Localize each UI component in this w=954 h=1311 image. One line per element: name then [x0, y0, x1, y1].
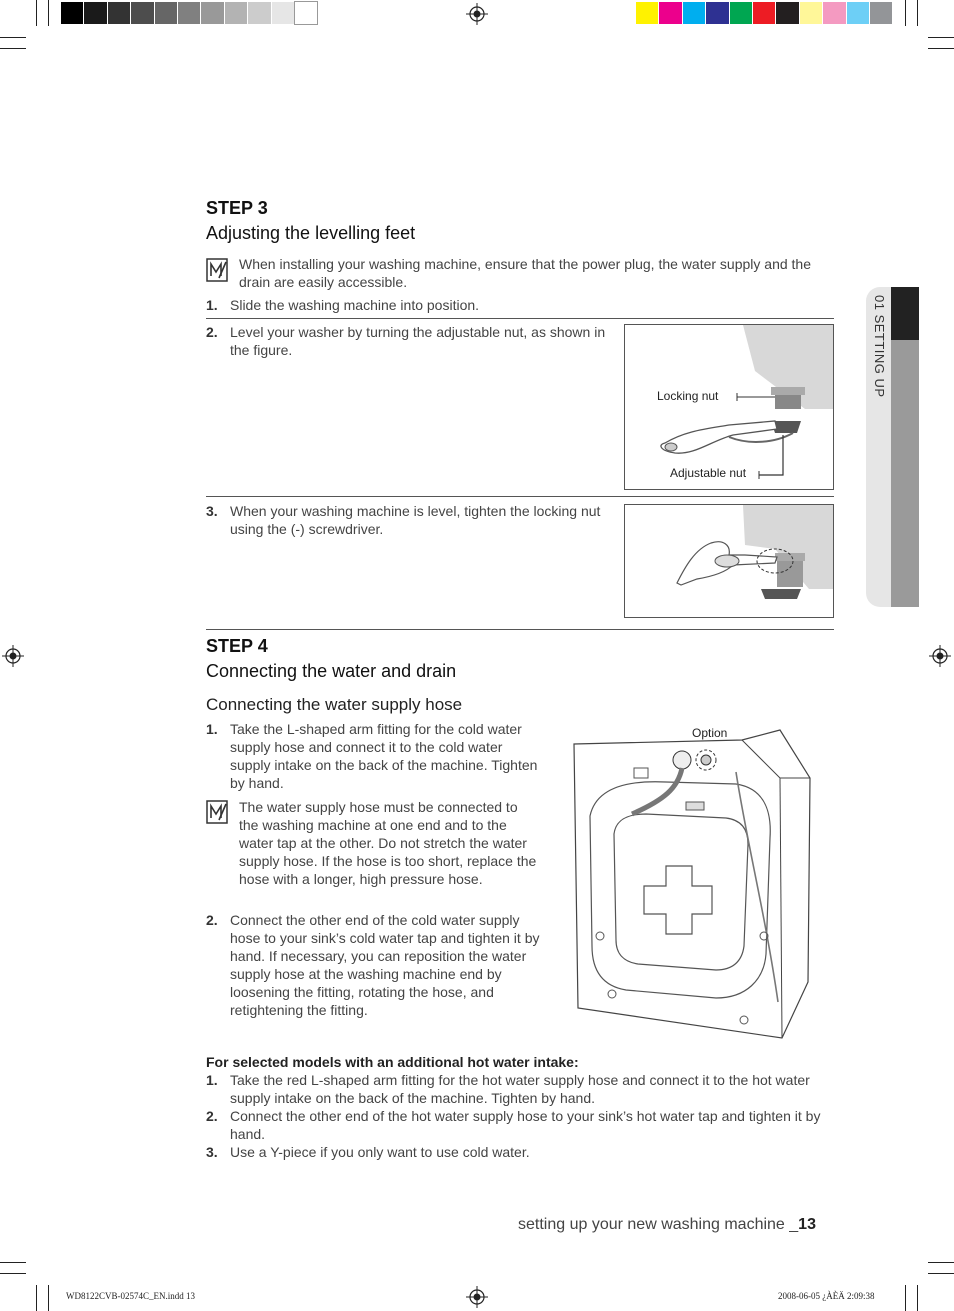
footer-text: setting up your new washing machine _	[518, 1216, 799, 1233]
crop-mark	[928, 1262, 954, 1263]
color-swatch	[295, 2, 317, 24]
color-swatch	[706, 2, 728, 24]
levelling-feet-figure	[624, 324, 834, 490]
crop-mark	[0, 1273, 26, 1274]
locking-nut-label: Locking nut	[657, 389, 719, 403]
crop-mark	[928, 1273, 954, 1274]
color-swatch	[272, 2, 294, 24]
color-swatch	[201, 2, 223, 24]
screwdriver-figure	[624, 504, 834, 618]
color-swatch	[800, 2, 822, 24]
crop-mark	[0, 37, 26, 38]
step3-item-2-number: 2.	[206, 324, 218, 340]
page-footer	[518, 1216, 816, 1234]
color-swatch	[155, 2, 177, 24]
crop-mark	[36, 0, 37, 26]
step3-item-1-number: 1.	[206, 297, 218, 313]
section-side-tab	[866, 287, 919, 607]
color-swatch	[776, 2, 798, 24]
crop-mark	[928, 48, 954, 49]
step4-item-1-text: Take the L-shaped arm fitting for the cold water supply hose and connect it to the cold water supply intake on the back of the machine. Tighten by hand.	[230, 721, 538, 791]
option-label: Option	[692, 726, 728, 740]
hot-item-3-text: Use a Y-piece if you only want to use cold water.	[230, 1144, 530, 1160]
color-swatch	[870, 2, 892, 24]
hot-item-1-text: Take the red L-shaped arm fitting for the hot water supply hose and connect it to the hot water supply intake on the back of the machine. Tighten by hand.	[230, 1072, 810, 1106]
registration-mark-icon	[466, 1286, 488, 1308]
crop-mark	[928, 37, 954, 38]
crop-mark	[917, 1285, 918, 1311]
crop-mark	[48, 1285, 49, 1311]
hot-item-3-number: 3.	[206, 1144, 218, 1160]
crop-mark	[48, 0, 49, 26]
note-icon	[206, 800, 228, 824]
step4-item-1-number: 1.	[206, 721, 218, 737]
color-swatch	[636, 2, 658, 24]
screwdriver-illustration	[625, 505, 833, 617]
hot-item-1-number: 1.	[206, 1072, 218, 1088]
step3-item-2-text: Level your washer by turning the adjustable nut, as shown in the figure.	[230, 324, 606, 358]
color-swatch	[131, 2, 153, 24]
step4-title: Connecting the water and drain	[206, 661, 457, 681]
color-swatch	[823, 2, 845, 24]
registration-mark-icon	[2, 645, 24, 667]
color-swatch	[61, 2, 83, 24]
divider	[206, 496, 834, 497]
color-swatch	[248, 2, 270, 24]
registration-mark-icon	[466, 3, 488, 25]
color-swatch	[659, 2, 681, 24]
registration-mark-icon	[929, 645, 951, 667]
step3-note: When installing your washing machine, ensure that the power plug, the water supply and the drain are easily accessible.	[239, 256, 812, 290]
machine-back-figure	[566, 718, 816, 1044]
step4-item-2-number: 2.	[206, 912, 218, 928]
color-swatch	[108, 2, 130, 24]
crop-mark	[917, 0, 918, 26]
note-icon	[206, 258, 228, 282]
divider	[206, 318, 834, 319]
slug-timestamp: 2008-06-05 ¿ÀÈÄ 2:09:38	[778, 1291, 875, 1301]
step4-label: STEP 4	[206, 636, 268, 656]
crop-mark	[0, 48, 26, 49]
hot-item-2-number: 2.	[206, 1108, 218, 1124]
adjustable-nut-label: Adjustable nut	[670, 466, 747, 480]
color-swatch	[753, 2, 775, 24]
side-tab-marker	[891, 287, 919, 340]
step3-label: STEP 3	[206, 198, 268, 218]
levelling-foot-illustration	[625, 325, 833, 489]
page-number: 13	[798, 1216, 816, 1233]
step3-item-3-text: When your washing machine is level, tighten the locking nut using the (-) screwdriver.	[230, 503, 601, 537]
step3-item-1-text: Slide the washing machine into position.	[230, 297, 480, 313]
color-swatch	[683, 2, 705, 24]
machine-back-illustration	[566, 718, 816, 1044]
crop-mark	[36, 1285, 37, 1311]
color-swatch	[847, 2, 869, 24]
side-tab-bar	[891, 340, 919, 607]
crop-mark	[905, 0, 906, 26]
hot-water-heading: For selected models with an additional hot water intake:	[206, 1054, 579, 1070]
step4-item-2-text: Connect the other end of the cold water supply hose to your sink’s cold water tap and tighten it by hand. If necessary, you can reposition the water supply hose at the washing machine end by loosening the fitting, rotating the hose, and retightening the fitting.	[230, 912, 540, 1018]
step3-item-3-number: 3.	[206, 503, 218, 519]
side-tab-label: 01 SETTING UP	[872, 295, 887, 398]
step3-title: Adjusting the levelling feet	[206, 223, 416, 243]
color-swatch	[730, 2, 752, 24]
color-swatch	[225, 2, 247, 24]
color-swatch	[84, 2, 106, 24]
divider	[206, 629, 834, 630]
color-swatch	[178, 2, 200, 24]
step4-subtitle: Connecting the water supply hose	[206, 695, 463, 714]
slug-filename: WD8122CVB-02574C_EN.indd 13	[66, 1291, 195, 1301]
crop-mark	[905, 1285, 906, 1311]
step4-note: The water supply hose must be connected to the washing machine at one end and to the water tap at the other. Do not stretch the water supply hose. If the hose is too short, replace the hose with a longer, high pressure hose.	[239, 799, 537, 887]
crop-mark	[0, 1262, 26, 1263]
hot-item-2-text: Connect the other end of the hot water supply hose to your sink’s hot water tap and tighten it by hand.	[230, 1108, 821, 1142]
